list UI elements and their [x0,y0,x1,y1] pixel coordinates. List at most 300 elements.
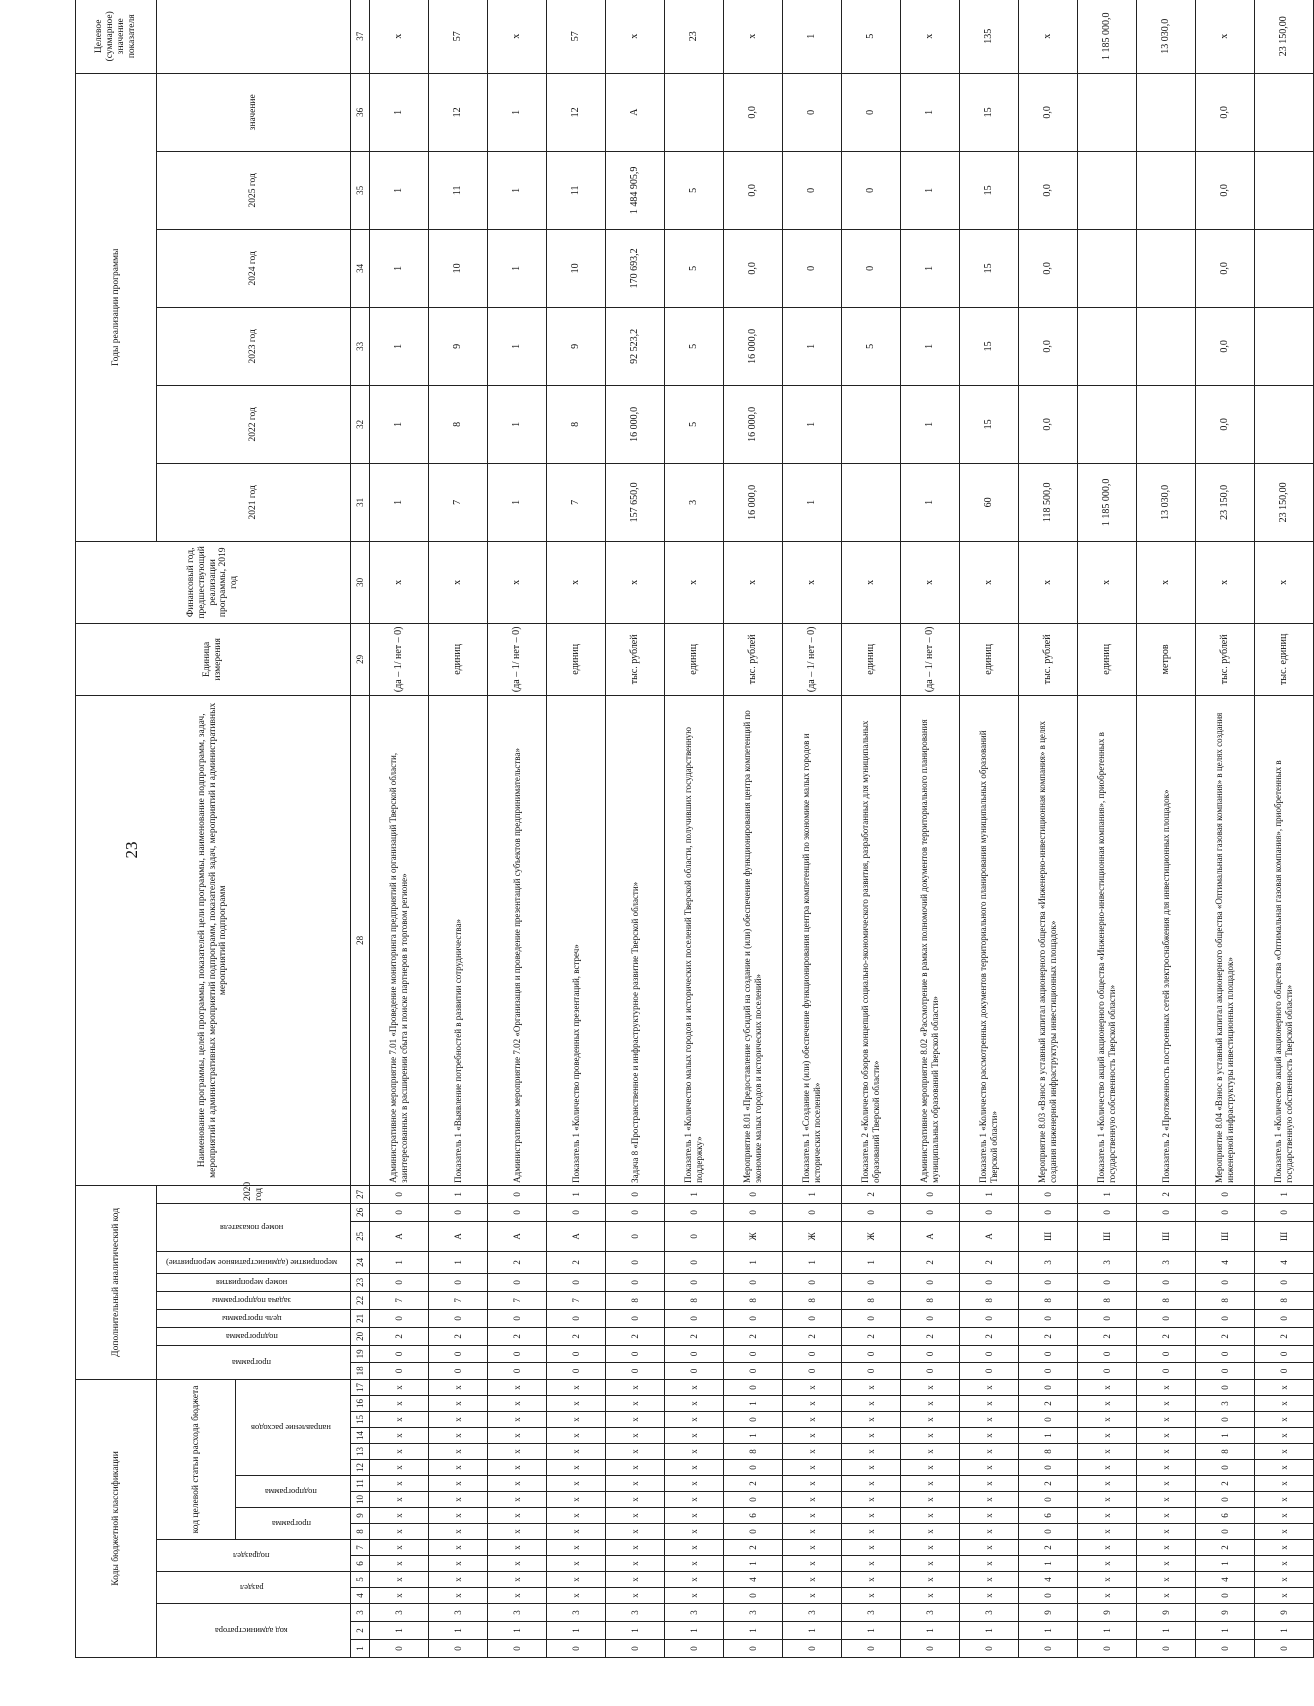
extra-code-cell: 0 [901,1273,960,1291]
year-value-cell: 1 [488,73,547,151]
extra-code-cell: 1 [724,1251,783,1273]
bk-code-cell: 1 [1196,1428,1255,1444]
year-value-cell: 170 693,2 [606,229,665,307]
column-number: 19 [351,1345,370,1362]
bk-code-cell: 3 [842,1604,901,1622]
bk-code-cell: 1 [606,1622,665,1640]
bk-code-cell: х [842,1524,901,1540]
extra-code-cell: 2 [960,1251,1019,1273]
bk-code-cell: х [1255,1556,1314,1572]
program-table [75,0,1314,1658]
column-number: 10 [351,1492,370,1508]
program-sub-header: программа [236,1508,351,1540]
extra-code-cell: 0 [783,1345,842,1362]
column-number: 34 [351,229,370,307]
column-number: 20 [351,1327,370,1345]
bk-code-cell: х [665,1460,724,1476]
bk-code-cell: х [783,1444,842,1460]
unit-cell: тыс. рублей [1019,623,1078,695]
extra-code-cell: 0 [665,1345,724,1362]
extra-code-cell: 1 [370,1251,429,1273]
year-value-cell: 0 [842,229,901,307]
extra-code-cell: А [901,1221,960,1251]
bk-code-cell: х [606,1444,665,1460]
extra-code-cell: 2 [1137,1327,1196,1345]
year-value-cell: 16 000,0 [724,463,783,541]
item-name-cell: Административное мероприятие 8.02 «Рассмотрение в рамках полномочий документов территориального планирования муниципальных образований Тверской области» [901,695,960,1185]
extra-code-cell: 0 [547,1345,606,1362]
bk-code-cell: 1 [724,1622,783,1640]
column-number: 7 [351,1540,370,1556]
bk-code-cell: 1 [1019,1622,1078,1640]
bk-code-cell: х [783,1396,842,1412]
extra-code-cell: 0 [1255,1203,1314,1221]
extra-code-cell: 1 [1255,1185,1314,1203]
extra-code-cell: Ш [1196,1221,1255,1251]
year-value-cell: 1 [783,307,842,385]
extra-code-cell: А [370,1221,429,1251]
bk-code-cell: х [488,1508,547,1524]
extra-code-cell: 0 [665,1273,724,1291]
extra-code-cell: 0 [842,1273,901,1291]
bk-code-cell: х [429,1572,488,1588]
bk-code-cell: 0 [724,1412,783,1428]
bk-code-cell: 0 [1196,1412,1255,1428]
bk-code-cell: х [1137,1444,1196,1460]
extra-code-cell: 0 [960,1309,1019,1327]
year-value-cell: 1 [488,385,547,463]
target-value-cell: 135 [960,0,1019,73]
unit-cell: единиц [842,623,901,695]
bk-code-cell: 3 [547,1604,606,1622]
table-row [1019,0,1078,1658]
year-value-cell: 1 [901,307,960,385]
bk-code-cell: х [1078,1524,1137,1540]
extra-code-cell: 8 [724,1291,783,1309]
bk-code-cell: 0 [1078,1640,1137,1658]
bk-code-cell: х [370,1572,429,1588]
bk-code-cell: 0 [547,1640,606,1658]
rotated-table-area [75,11,1294,1658]
extra-code-cell: 0 [547,1362,606,1379]
extra-code-cell: 2 [901,1327,960,1345]
item-name-cell: Показатель 1 «Количество малых городов и исторических поселений Тверской области, получивших государственную поддержку» [665,695,724,1185]
extra-code-cell: 0 [1078,1273,1137,1291]
year-value-cell: 9 [547,307,606,385]
bk-code-cell: х [1255,1492,1314,1508]
bk-code-cell: х [960,1396,1019,1412]
unit-cell: единиц [547,623,606,695]
item-name-cell: Задача 8 «Пространственное и инфраструктурное развитие Тверской области» [606,695,665,1185]
extra-code-cell: 2 [1196,1327,1255,1345]
year-value-cell: 1 [370,229,429,307]
name-col-header: Наименование программы, целей программы, показателей цели программы, наименование подпрограмм, задач, мероприятий и административных мероприятий подпрограмм, показателей задач, мероприятий и административных мероприятий подпрограмм [76,695,351,1185]
extra-code-cell: 0 [606,1362,665,1379]
bk-code-cell: 2 [1019,1540,1078,1556]
table-row [1196,0,1255,1658]
bk-code-cell: х [960,1524,1019,1540]
fin-year-cell: х [429,541,488,623]
year-value-cell: 0,0 [1196,151,1255,229]
year-value-cell: 3 [665,463,724,541]
extra-code-cell: 7 [547,1291,606,1309]
column-number: 13 [351,1444,370,1460]
extra-code-cell: 7 [488,1291,547,1309]
year-value-cell: 0,0 [724,73,783,151]
bk-code-cell: х [842,1444,901,1460]
bk-code-cell: х [1255,1508,1314,1524]
year-value-cell: 23 150,00 [1255,463,1314,541]
extra-code-cell: 0 [1078,1203,1137,1221]
extra-code-cell: 0 [488,1273,547,1291]
bk-code-cell: х [429,1444,488,1460]
admin-code-header: код администратора [157,1604,351,1658]
extra-code-cell: 0 [665,1309,724,1327]
bk-code-cell: х [1137,1524,1196,1540]
year-value-cell: 1 [783,463,842,541]
bk-code-cell: 1 [1078,1622,1137,1640]
bk-code-cell: 0 [724,1492,783,1508]
cel-code-header: цель программы [157,1309,351,1327]
extra-code-cell: 2 [488,1251,547,1273]
column-numbers-row [351,0,370,1658]
bk-code-cell: х [1078,1428,1137,1444]
year-value-cell: 1 [370,307,429,385]
year-value-cell [1078,151,1137,229]
extra-code-cell: 1 [429,1185,488,1203]
year-value-cell: 13 030,0 [1137,463,1196,541]
extra-code-cell: 0 [960,1345,1019,1362]
target-value-cell: 1 [783,0,842,73]
column-number: 30 [351,541,370,623]
extra-code-cell: 0 [724,1273,783,1291]
target-value-cell: 1 185 000,0 [1078,0,1137,73]
extra-code-cell: 0 [488,1362,547,1379]
bk-code-cell: 0 [724,1640,783,1658]
extra-code-cell: 2 [488,1327,547,1345]
expense-item-header: код целевой статьи расхода бюджета [157,1379,236,1539]
extra-code-cell: 2 [547,1327,606,1345]
bk-code-cell: х [901,1540,960,1556]
year-value-cell: 8 [429,385,488,463]
extra-code-cell: 0 [960,1362,1019,1379]
year-2023-header: 2023 год [157,307,351,385]
year-value-cell [1078,229,1137,307]
item-name-cell: Административное мероприятие 7.01 «Проведение мониторинга предприятий и организаций Тверской области, заинтересованных в расширении сбыта и поиске партнеров в торговом регионе» [370,695,429,1185]
bk-code-cell: х [842,1492,901,1508]
bk-code-cell: 1 [547,1622,606,1640]
bk-code-cell: х [901,1556,960,1572]
extra-code-cell: 8 [665,1291,724,1309]
year-value-cell: 0 [842,151,901,229]
extra-code-cell: 0 [901,1203,960,1221]
extra-code-cell: 2 [429,1327,488,1345]
year-value-cell: 5 [842,307,901,385]
bk-code-cell: х [842,1556,901,1572]
bk-code-cell: х [547,1444,606,1460]
bk-code-cell: х [842,1476,901,1492]
bk-code-cell: 2 [1019,1476,1078,1492]
bk-code-cell: 1 [1196,1556,1255,1572]
extra-code-cell: 0 [429,1273,488,1291]
extra-code-cell: 0 [547,1273,606,1291]
extra-code-cell: 0 [1078,1309,1137,1327]
extra-code-cell: 0 [783,1203,842,1221]
year-value-cell [842,385,901,463]
extra-code-cell: 0 [1019,1309,1078,1327]
bk-code-cell: 0 [1019,1379,1078,1395]
bk-code-cell: х [783,1556,842,1572]
bk-code-cell: х [1078,1460,1137,1476]
bk-code-cell: 6 [1196,1508,1255,1524]
extra-code-cell: 0 [724,1203,783,1221]
bk-code-cell: х [842,1540,901,1556]
year-value-cell: 1 185 000,0 [1078,463,1137,541]
table-row [783,0,842,1658]
year-value-cell: 1 [370,463,429,541]
bk-code-cell: х [429,1460,488,1476]
extra-code-cell: 0 [370,1345,429,1362]
extra-code-cell: 0 [1019,1362,1078,1379]
bk-code-cell: х [547,1428,606,1444]
extra-code-cell: 0 [370,1185,429,1203]
bk-code-cell: х [1137,1540,1196,1556]
extra-code-cell: 2 [606,1327,665,1345]
extra-code-cell: 2 [1137,1185,1196,1203]
bk-code-cell: х [488,1492,547,1508]
bk-code-cell: х [547,1524,606,1540]
bk-code-cell: 0 [1196,1640,1255,1658]
year-value-cell: 10 [547,229,606,307]
bk-code-cell: х [1255,1396,1314,1412]
target-col-header: Целевое (суммарное) значение показателя [76,0,157,73]
extra-code-cell: 2 [901,1251,960,1273]
year-value-cell: 16 000,0 [724,385,783,463]
subprogram-sub-header: подпрограмма [236,1476,351,1508]
extra-code-cell: 8 [1078,1291,1137,1309]
extra-code-cell: 7 [429,1291,488,1309]
fin-year-cell: х [547,541,606,623]
bk-code-cell: х [1078,1476,1137,1492]
extra-code-cell: 0 [488,1345,547,1362]
bk-code-cell: 1 [370,1622,429,1640]
bk-code-cell: х [1078,1379,1137,1395]
bk-code-cell: х [606,1412,665,1428]
item-name-cell: Административное мероприятие 7.02 «Организация и проведение презентаций субъектов предпринимательства» [488,695,547,1185]
bk-code-cell: х [842,1396,901,1412]
extra-code-cell: 0 [429,1345,488,1362]
bk-code-cell: х [1137,1492,1196,1508]
bk-code-cell: 0 [429,1640,488,1658]
column-number: 3 [351,1604,370,1622]
bk-code-cell: 0 [370,1640,429,1658]
bk-code-cell: х [547,1572,606,1588]
fin-year-cell: х [1255,541,1314,623]
year-value-cell: 1 484 905,9 [606,151,665,229]
extra-code-cell: 0 [1019,1345,1078,1362]
bk-code-cell: х [842,1379,901,1395]
year-value-cell: 1 [370,385,429,463]
extra-code-cell: Ш [1255,1221,1314,1251]
year-value-cell [1137,385,1196,463]
bk-code-cell: 0 [1196,1524,1255,1540]
unit-cell: (да – 1/ нет – 0) [488,623,547,695]
target-value-cell: х [488,0,547,73]
bk-code-cell: х [1137,1508,1196,1524]
bk-code-cell: х [665,1556,724,1572]
bk-code-cell: 0 [1137,1640,1196,1658]
year-value-cell: 12 [547,73,606,151]
bk-code-cell: х [783,1588,842,1604]
column-number: 6 [351,1556,370,1572]
extra-code-header: Дополнительный аналитический код [76,1185,157,1379]
year-value-cell [1255,151,1314,229]
target-value-cell: х [901,0,960,73]
column-number: 9 [351,1508,370,1524]
bk-code-cell: х [370,1540,429,1556]
bk-code-cell: х [606,1588,665,1604]
bk-code-cell: х [1137,1396,1196,1412]
bk-code-cell: 1 [842,1622,901,1640]
column-number: 31 [351,463,370,541]
bk-code-cell: х [488,1556,547,1572]
bk-code-cell: х [665,1396,724,1412]
bk-code-cell: х [960,1379,1019,1395]
bk-code-cell: х [1137,1572,1196,1588]
fin-year-cell: х [665,541,724,623]
unit-cell: тыс. рублей [1196,623,1255,695]
bk-code-cell: х [1255,1412,1314,1428]
extra-code-cell: Ж [783,1221,842,1251]
column-number: 22 [351,1291,370,1309]
bk-code-cell: х [901,1428,960,1444]
extra-code-cell: 8 [1196,1291,1255,1309]
bk-code-cell: х [547,1508,606,1524]
bk-code-cell: х [429,1588,488,1604]
column-number: 11 [351,1476,370,1492]
bk-code-cell: х [488,1540,547,1556]
bk-code-cell: х [606,1524,665,1540]
extra-code-cell: 0 [665,1362,724,1379]
extra-code-cell: 3 [1137,1251,1196,1273]
bk-code-cell: х [783,1412,842,1428]
target-value-cell: х [606,0,665,73]
unit-cell: тыс. рублей [724,623,783,695]
year-value-cell: 1 [901,151,960,229]
year-value-cell: 1 [488,229,547,307]
year-value-cell: 15 [960,229,1019,307]
bk-code-cell: х [783,1492,842,1508]
fin-year-cell: х [783,541,842,623]
year-value-cell [1255,73,1314,151]
column-number: 36 [351,73,370,151]
unit-cell: единиц [665,623,724,695]
bk-code-cell: х [901,1379,960,1395]
bk-code-cell: 1 [1255,1622,1314,1640]
extra-code-cell: 1 [783,1251,842,1273]
bk-code-cell: х [901,1444,960,1460]
bk-code-cell: х [901,1412,960,1428]
bk-code-cell: х [1137,1412,1196,1428]
bk-code-cell: х [606,1572,665,1588]
year-value-cell: 15 [960,73,1019,151]
extra-code-cell: 2 [724,1327,783,1345]
year-2022-header: 2022 год [157,385,351,463]
extra-code-cell: 2 [1078,1327,1137,1345]
extra-code-cell: 0 [1255,1345,1314,1362]
extra-code-cell: 8 [960,1291,1019,1309]
bk-code-cell: 0 [960,1640,1019,1658]
column-number: 15 [351,1412,370,1428]
bk-code-cell: 8 [1019,1444,1078,1460]
extra-code-cell: 8 [1255,1291,1314,1309]
extra-code-cell: 3 [1078,1251,1137,1273]
bk-code-cell: х [370,1428,429,1444]
target-value-cell: 23 150,00 [1255,0,1314,73]
year-value-cell: 0,0 [1019,151,1078,229]
extra-code-cell: 8 [783,1291,842,1309]
bk-code-cell: х [370,1524,429,1540]
extra-code-cell: 0 [901,1185,960,1203]
bk-code-cell: 0 [901,1640,960,1658]
bk-code-cell: х [665,1428,724,1444]
bk-code-cell: х [1255,1476,1314,1492]
bk-code-cell: 6 [1019,1508,1078,1524]
extra-code-cell: 0 [842,1309,901,1327]
extra-code-cell: 2 [1019,1327,1078,1345]
column-number: 33 [351,307,370,385]
extra-code-cell: 0 [783,1309,842,1327]
extra-code-cell: 4 [1255,1251,1314,1273]
bk-code-cell: 0 [1019,1492,1078,1508]
year-value-cell: 15 [960,385,1019,463]
bk-code-cell: х [1255,1524,1314,1540]
year-value-cell [1137,307,1196,385]
bk-code-cell: х [665,1492,724,1508]
bk-code-cell: х [1137,1588,1196,1604]
target-value-cell: х [724,0,783,73]
bk-code-cell: х [429,1492,488,1508]
fin-year-cell: х [842,541,901,623]
year-value-cell: 0 [842,73,901,151]
target-value-cell: х [1196,0,1255,73]
item-name-cell: Показатель 1 «Создание и (или) обеспечение функционирования центра компетенций по экономике малых городов и исторических поселений» [783,695,842,1185]
bk-code-cell: х [901,1588,960,1604]
extra-code-cell: 0 [429,1362,488,1379]
column-number: 32 [351,385,370,463]
bk-code-cell: х [842,1588,901,1604]
bk-code-cell: х [606,1379,665,1395]
bk-code-cell: х [488,1396,547,1412]
bk-code-cell: х [1137,1460,1196,1476]
year-value-cell: 0,0 [1196,229,1255,307]
unit-cell: единиц [429,623,488,695]
section-header: раздел [157,1572,351,1604]
bk-code-cell: х [370,1379,429,1395]
table-row [1137,0,1196,1658]
year-value-cell: А [606,73,665,151]
year-value-cell [1078,307,1137,385]
extra-code-cell: 8 [606,1291,665,1309]
extra-code-cell: 0 [1137,1203,1196,1221]
extra-code-cell: 2 [665,1327,724,1345]
year-value-cell [665,73,724,151]
extra-code-cell: А [547,1221,606,1251]
program-code-header: программа [157,1345,351,1379]
table-row [842,0,901,1658]
extra-code-cell: 0 [1255,1362,1314,1379]
extra-code-cell: 8 [901,1291,960,1309]
